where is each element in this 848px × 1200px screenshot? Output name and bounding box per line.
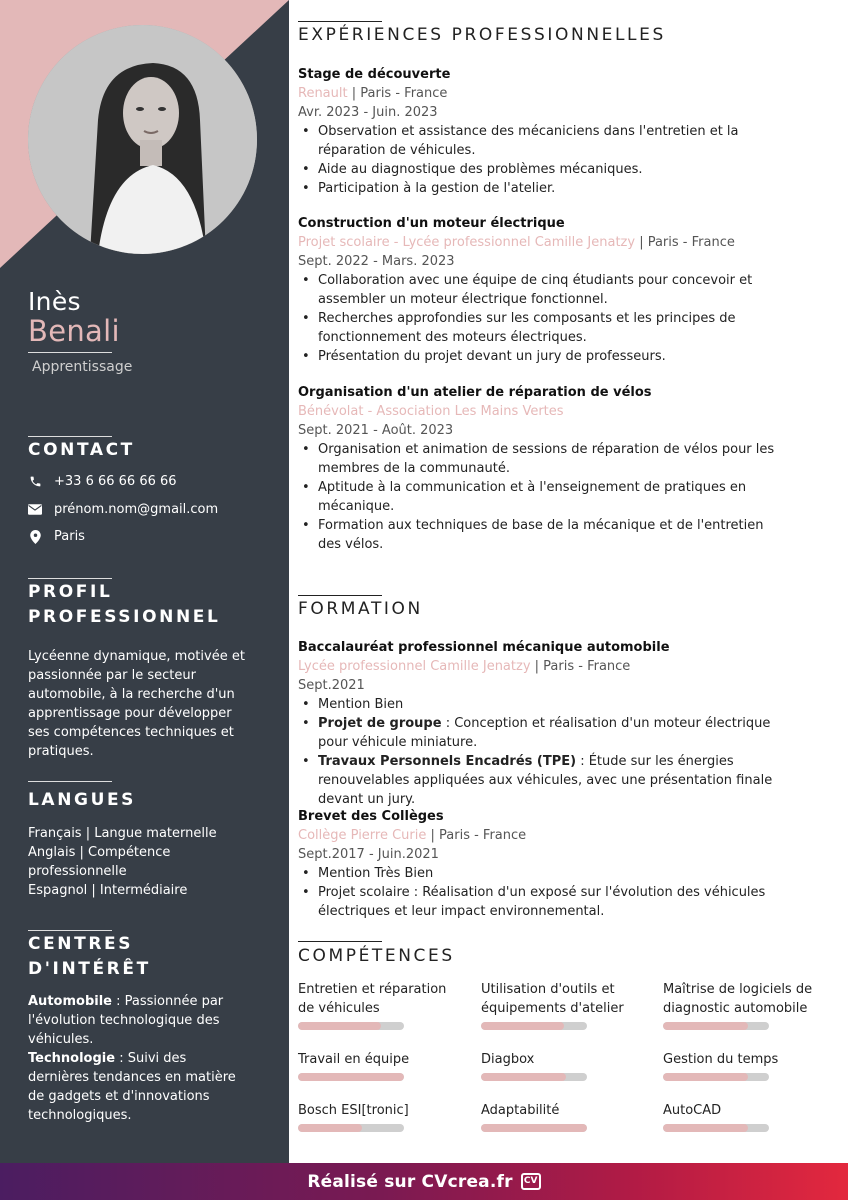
skill-bar-fill xyxy=(663,1073,748,1081)
entry-org-name: Lycée professionnel Camille Jenatzy xyxy=(298,659,531,674)
skill-name: Diagbox xyxy=(481,1052,535,1067)
divider xyxy=(28,930,112,931)
profile-heading-line2: PROFESSIONNEL xyxy=(28,607,221,627)
bullet-item: • Observation et assistance des mécaniciens dans l'entretien et la réparation de véhicules. xyxy=(298,122,808,160)
education-heading: FORMATION xyxy=(298,599,423,619)
entry-dates: Sept. 2022 - Mars. 2023 xyxy=(298,254,455,269)
profile-text: Lycéenne dynamique, motivée et passionnée par le secteur automobile, à la recherche d'un apprentissage pour développer ses compétences techniques et pratiques. xyxy=(28,649,245,759)
entry-org-name: Bénévolat - Association Les Mains Vertes xyxy=(298,404,564,419)
skill-item xyxy=(481,980,641,1030)
skill-bar-fill xyxy=(481,1022,564,1030)
footer-banner[interactable] xyxy=(0,1163,848,1200)
phone-icon xyxy=(28,475,42,489)
entry-dates: Sept.2017 - Juin.2021 xyxy=(298,847,439,862)
interest-item xyxy=(28,992,238,1049)
bullet-text: Mention Bien xyxy=(318,697,404,712)
skill-bar-fill xyxy=(298,1022,381,1030)
skill-bar xyxy=(298,1073,404,1081)
skill-item xyxy=(298,1101,458,1132)
interests-heading xyxy=(28,932,151,982)
language-item: Français | Langue maternelle xyxy=(28,826,217,841)
entry-dates: Avr. 2023 - Juin. 2023 xyxy=(298,105,438,120)
skill-name: Utilisation d'outils et équipements d'atelier xyxy=(481,982,624,1016)
entry-org xyxy=(298,826,826,845)
interests-heading-line1: CENTRES xyxy=(28,934,134,954)
bullet-item: • Participation à la gestion de l'atelier. xyxy=(298,179,808,198)
experience-entry xyxy=(298,383,826,554)
skill-bar-fill xyxy=(298,1124,362,1132)
skills-heading: COMPÉTENCES xyxy=(298,946,455,966)
language-item: Espagnol | Intermédiaire xyxy=(28,883,188,898)
bullet-text: Mention Très Bien xyxy=(318,866,434,881)
skill-bar xyxy=(481,1022,587,1030)
bullet-item xyxy=(298,714,788,752)
cv-logo-icon: CV xyxy=(521,1173,541,1190)
bullet-item xyxy=(298,752,788,809)
bullet-item: • Aide au diagnostique des problèmes mécaniques. xyxy=(298,160,808,179)
skill-name: Gestion du temps xyxy=(663,1052,779,1067)
skill-item xyxy=(298,980,458,1030)
skill-bar xyxy=(481,1073,587,1081)
interest-label: Technologie xyxy=(28,1051,116,1066)
skill-item xyxy=(663,980,823,1030)
skill-name: AutoCAD xyxy=(663,1103,722,1118)
contact-heading: CONTACT xyxy=(28,440,135,460)
experience-entry xyxy=(298,214,826,366)
skill-bar xyxy=(298,1124,404,1132)
interests-heading-line2: D'INTÉRÊT xyxy=(28,959,151,979)
entry-location: | Paris - France xyxy=(635,235,735,250)
entry-bullets xyxy=(298,122,808,198)
profile-photo xyxy=(28,25,257,254)
entry-bullets xyxy=(298,695,788,809)
bullet-item: • Aptitude à la communication et à l'enseignement de pratiques en mécanique. xyxy=(298,478,778,516)
skill-name: Maîtrise de logiciels de diagnostic automobile xyxy=(663,982,813,1016)
skill-bar xyxy=(298,1022,404,1030)
entry-bullets xyxy=(298,440,778,554)
last-name: Benali xyxy=(28,314,120,348)
bullet-item: • Formation aux techniques de base de la mécanique et de l'entretien des vélos. xyxy=(298,516,778,554)
bullet-bold: Projet de groupe xyxy=(318,716,442,731)
education-entry xyxy=(298,807,826,921)
contact-phone xyxy=(28,474,177,489)
entry-org-name: Collège Pierre Curie xyxy=(298,828,427,843)
bullet-text: Projet scolaire : Réalisation d'un exposé sur l'évolution des véhicules électriques et leur impact environnemental. xyxy=(318,885,766,919)
bullet-item: • Organisation et animation de sessions de réparation de vélos pour les membres de la communauté. xyxy=(298,440,778,478)
skill-item xyxy=(663,1050,823,1081)
skill-name: Adaptabilité xyxy=(481,1103,560,1118)
divider xyxy=(28,578,112,579)
skill-name: Entretien et réparation de véhicules xyxy=(298,982,447,1016)
skill-item xyxy=(298,1050,458,1081)
profile-heading xyxy=(28,580,220,630)
bullet-item: • Collaboration avec une équipe de cinq étudiants pour concevoir et assembler un moteur électrique fonctionnel. xyxy=(298,271,813,309)
entry-dates: Sept. 2021 - Août. 2023 xyxy=(298,423,454,438)
entry-title: Baccalauréat professionnel mécanique automobile xyxy=(298,640,670,655)
contact-email xyxy=(28,502,218,517)
skill-bar-fill xyxy=(481,1073,566,1081)
skill-name: Travail en équipe xyxy=(298,1052,410,1067)
mail-icon xyxy=(28,503,42,517)
skill-bar xyxy=(663,1073,769,1081)
language-item: Anglais | Compétence professionnelle xyxy=(28,845,171,879)
interest-text: : Suivi des dernières tendances en matière de gadgets et d'innovations technologiques. xyxy=(28,1051,236,1123)
bullet-text: : Étude sur les énergies renouvelables appliquées aux véhicules, avec une présentation finale devant un jury. xyxy=(318,754,773,807)
languages-list xyxy=(28,824,228,900)
skill-bar-fill xyxy=(481,1124,587,1132)
contact-city xyxy=(28,529,85,544)
divider xyxy=(28,436,112,437)
bullet-item: • Recherches approfondies sur les composants et les principes de fonctionnement des moteurs électriques. xyxy=(298,309,813,347)
bullet-item xyxy=(298,864,826,883)
bullet-bold: Travaux Personnels Encadrés (TPE) xyxy=(318,754,577,769)
skill-bar-fill xyxy=(663,1022,748,1030)
entry-org xyxy=(298,84,826,103)
profile-heading-line1: PROFIL xyxy=(28,582,113,602)
skill-item xyxy=(663,1101,823,1132)
entry-dates: Sept.2021 xyxy=(298,678,365,693)
entry-org-name: Renault xyxy=(298,86,348,101)
bullet-item: • Présentation du projet devant un jury de professeurs. xyxy=(298,347,813,366)
skill-bar xyxy=(663,1124,769,1132)
bullet-item xyxy=(298,695,788,714)
sidebar xyxy=(0,0,289,1163)
skill-bar xyxy=(663,1022,769,1030)
bullet-text: : Conception et réalisation d'un moteur électrique pour véhicule miniature. xyxy=(318,716,771,750)
skill-bar-fill xyxy=(298,1073,404,1081)
experience-heading: EXPÉRIENCES PROFESSIONNELLES xyxy=(298,25,666,45)
skill-item xyxy=(481,1101,641,1132)
email-text: prénom.nom@gmail.com xyxy=(54,502,219,517)
skill-bar-fill xyxy=(663,1124,748,1132)
entry-bullets xyxy=(298,864,826,921)
interest-text: : Passionnée par l'évolution technologique des véhicules. xyxy=(28,994,224,1047)
entry-location: | Paris - France xyxy=(426,828,527,843)
divider xyxy=(298,595,382,596)
entry-org xyxy=(298,233,826,252)
interests-list xyxy=(28,992,238,1125)
entry-title: Stage de découverte xyxy=(298,67,451,82)
skill-item xyxy=(481,1050,641,1081)
education-entry xyxy=(298,638,826,809)
divider xyxy=(28,352,112,353)
location-pin-icon xyxy=(28,530,42,544)
entry-org xyxy=(298,402,826,421)
first-name: Inès xyxy=(28,287,81,316)
interest-item xyxy=(28,1049,238,1125)
entry-location: | Paris - France xyxy=(530,659,631,674)
divider xyxy=(298,21,382,22)
city-text: Paris xyxy=(54,529,85,544)
entry-title: Organisation d'un atelier de réparation de vélos xyxy=(298,385,652,400)
bullet-item xyxy=(298,883,826,921)
entry-org-name: Projet scolaire - Lycée professionnel Camille Jenatzy xyxy=(298,235,636,250)
languages-heading: LANGUES xyxy=(28,790,137,810)
entry-location: | Paris - France xyxy=(347,86,448,101)
entry-org xyxy=(298,657,826,676)
skill-bar xyxy=(481,1124,587,1132)
experience-entry xyxy=(298,65,826,198)
job-title: Apprentissage xyxy=(32,359,133,375)
phone-text: +33 6 66 66 66 66 xyxy=(54,474,177,489)
footer-link-text[interactable]: Réalisé sur CVcrea.fr xyxy=(307,1171,513,1192)
interest-label: Automobile xyxy=(28,994,112,1009)
entry-title: Brevet des Collèges xyxy=(298,809,444,824)
skill-name: Bosch ESI[tronic] xyxy=(298,1103,409,1118)
divider xyxy=(28,781,112,782)
entry-title: Construction d'un moteur électrique xyxy=(298,216,565,231)
entry-bullets xyxy=(298,271,813,366)
divider xyxy=(298,941,382,942)
